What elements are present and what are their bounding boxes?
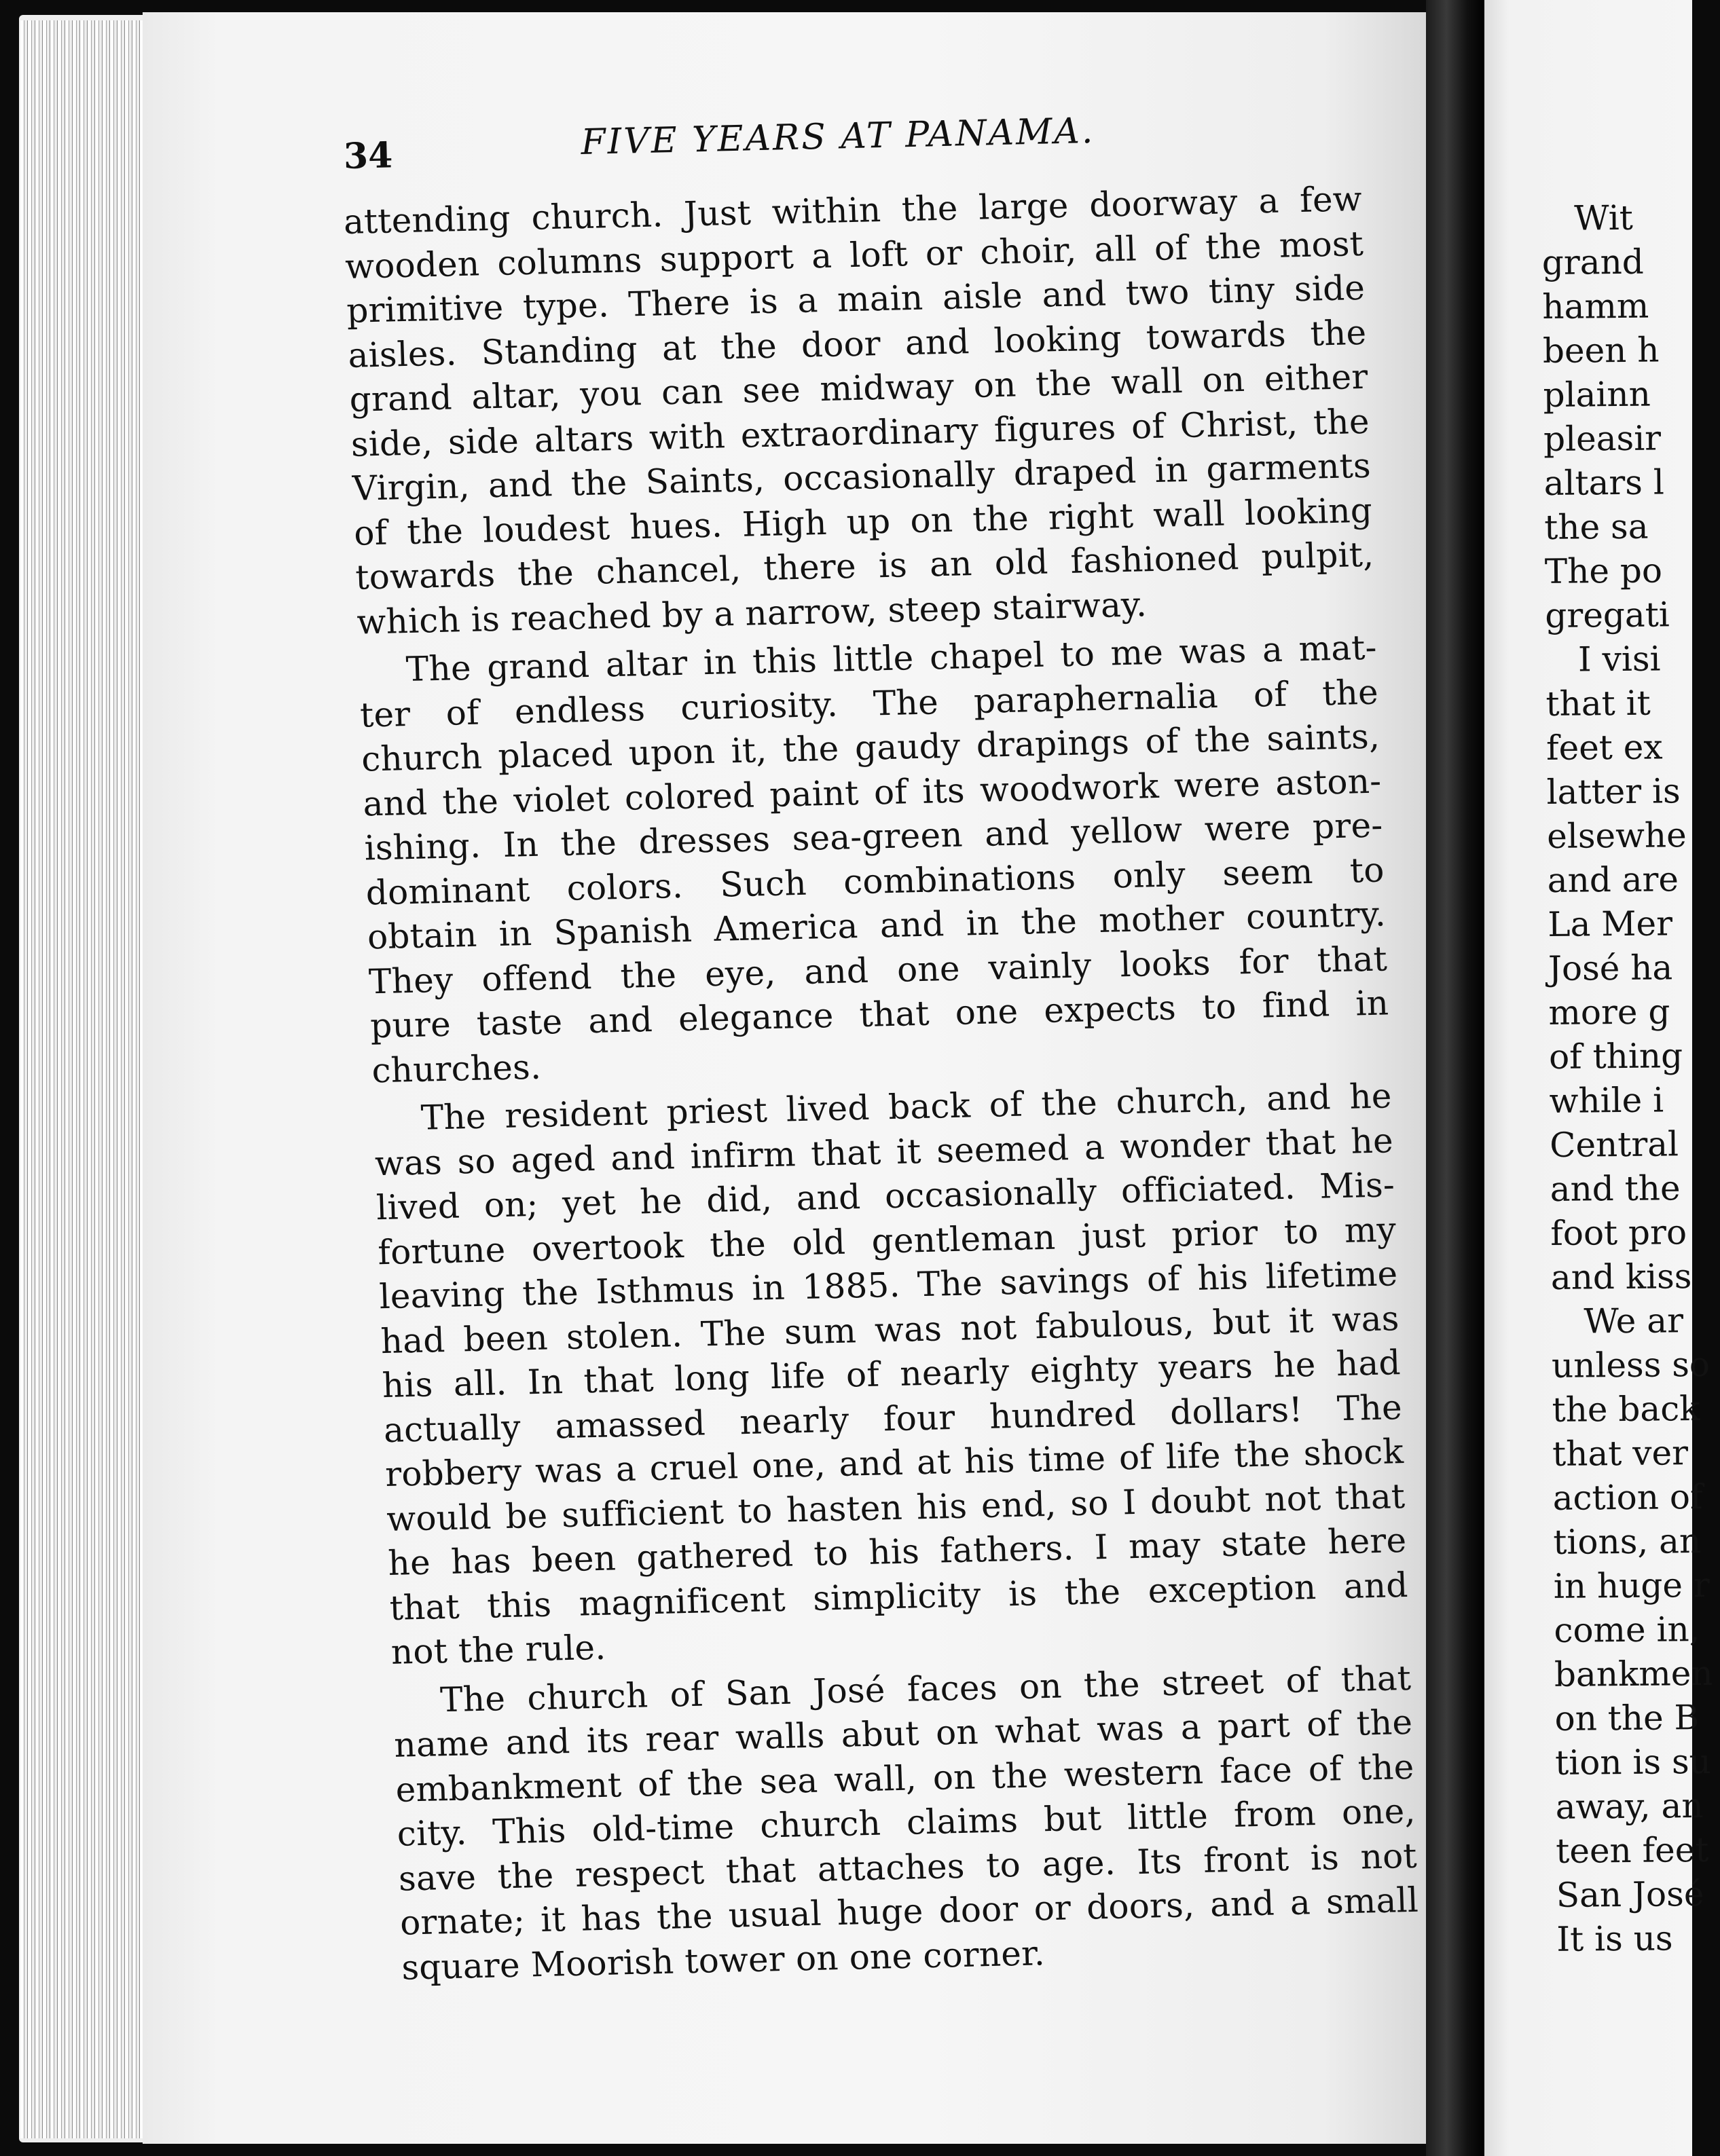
right-page-fragment: José ha <box>1548 948 1673 988</box>
text-line: aisles. Standing at the door and looking towards the <box>347 312 1368 375</box>
text-line: ornate; it has the usual huge door or doors, and a small <box>399 1880 1419 1943</box>
right-page-fragment: that ver <box>1552 1433 1689 1474</box>
right-page-fragment: latter is <box>1546 771 1681 812</box>
right-page-fragment: plainn <box>1543 374 1651 415</box>
right-page-fragment: while i <box>1549 1080 1664 1121</box>
text-line: save the respect that attaches to age. Its front is not <box>398 1836 1418 1899</box>
text-line: square Moorish tower on one corner. <box>401 1933 1046 1988</box>
right-page-fragment: of thing <box>1548 1036 1683 1077</box>
right-page-fragment: gregati <box>1545 595 1670 635</box>
text-line: which is reached by a narrow, steep stairway. <box>356 584 1148 642</box>
text-line: side, side altars with extraordinary figures of Christ, the <box>350 401 1370 464</box>
right-page-fragment: hamm <box>1542 286 1649 327</box>
paragraph <box>343 177 1376 645</box>
text-line: ter of endless curiosity. The paraphernalia of the <box>359 672 1379 735</box>
right-page-fragment: teen feet <box>1556 1829 1709 1871</box>
right-page-fragment: and are <box>1547 859 1679 900</box>
right-page-fragment: on the B <box>1554 1698 1700 1739</box>
text-line: The resident priest lived back of the church, and he <box>420 1076 1393 1138</box>
text-line: primitive type. There is a main aisle and two tiny side <box>346 267 1366 331</box>
right-page-fragment: bankmen <box>1554 1653 1713 1694</box>
text-line: and the violet colored paint of its woodwork were aston- <box>362 761 1383 824</box>
right-page-fragment: the back <box>1552 1389 1700 1430</box>
right-page-fragment: come in, <box>1554 1610 1700 1650</box>
text-line: was so aged and infirm that it seemed a wonder that he <box>374 1120 1394 1183</box>
text-line: fortune overtook the old gentleman just prior to my <box>377 1209 1397 1272</box>
right-page-fragment: We ar <box>1584 1301 1684 1341</box>
right-page-fragment: elsewhe <box>1546 815 1687 856</box>
text-line: They offend the eye, and one vainly looks for that <box>368 938 1388 1001</box>
book-gutter <box>1426 0 1484 2156</box>
right-page-fragment: It is us <box>1556 1918 1673 1959</box>
right-page-fragment: been h <box>1542 330 1660 371</box>
paragraph <box>358 626 1391 1094</box>
right-page-fragment: and kiss <box>1550 1257 1692 1297</box>
page-number: 34 <box>343 134 394 177</box>
right-page-fragment: tions, an <box>1553 1521 1702 1562</box>
right-page-fragment: grand <box>1541 242 1645 282</box>
right-page-fragment: away, an <box>1555 1786 1704 1827</box>
text-line: attending church. Just within the large doorway a few <box>343 179 1363 242</box>
right-page-fragment: feet ex <box>1545 727 1663 768</box>
text-line: pure taste and elegance that one expects to find in <box>369 983 1389 1046</box>
text-line: had been stolen. The sum was not fabulous, but it was <box>380 1298 1400 1361</box>
right-page-fragment: and the <box>1550 1168 1681 1209</box>
text-line: his all. In that long life of nearly eighty years he had <box>381 1343 1402 1406</box>
right-page-fragment: unless so <box>1551 1344 1710 1386</box>
paragraph <box>392 1656 1421 1990</box>
right-page-fragment: pleasir <box>1543 418 1662 459</box>
text-line: that this magnificent simplicity is the exception and <box>388 1565 1409 1628</box>
text-line: obtain in Spanish America and in the mother country. <box>367 894 1387 957</box>
running-title: FIVE YEARS AT PANAMA. <box>580 110 1095 164</box>
page-edges <box>20 20 149 2138</box>
text-line: ishing. In the dresses sea-green and yellow were pre- <box>363 805 1384 868</box>
text-line: robbery was a cruel one, and at his time of life the shock <box>384 1432 1404 1495</box>
text-line: The church of San José faces on the street of that <box>439 1658 1412 1720</box>
paragraph <box>373 1074 1410 1675</box>
right-page-fragment: tion is su <box>1554 1741 1712 1783</box>
right-page-fragment: action of <box>1552 1477 1703 1518</box>
right-page-fragment: La Mer <box>1548 904 1673 944</box>
text-line: embankment of the sea wall, on the western face of the <box>395 1747 1415 1810</box>
body-text <box>343 177 1421 1994</box>
text-line: of the loudest hues. High up on the right wall looking <box>353 490 1373 553</box>
right-page-fragment: foot pro <box>1550 1212 1687 1253</box>
text-line: church placed upon it, the gaudy drapings of the saints, <box>361 716 1380 779</box>
text-line: churches. <box>371 1047 542 1090</box>
text-line: grand altar, you can see midway on the wall on either <box>348 356 1369 420</box>
right-page-fragment: in huge r <box>1553 1565 1710 1606</box>
right-page-fragment: Wit <box>1574 198 1634 238</box>
text-line: would be sufficient to hasten his end, so I doubt not that <box>386 1476 1406 1539</box>
text-line: city. This old-time church claims but little from one, <box>396 1791 1416 1854</box>
right-page-fragment: San José <box>1556 1874 1704 1915</box>
right-page-fragment: Central <box>1549 1124 1679 1165</box>
right-page-fragment: I visi <box>1577 639 1661 680</box>
text-line: name and its rear walls abut on what was a part of the <box>393 1702 1414 1765</box>
right-page-fragment: The po <box>1544 551 1663 591</box>
right-page-text-fragments <box>1541 196 1720 1962</box>
text-line: lived on; yet he did, and occasionally officiated. Mis- <box>376 1165 1395 1228</box>
text-line: leaving the Isthmus in 1885. The savings of his lifetime <box>378 1254 1399 1317</box>
text-line: Virgin, and the Saints, occasionally draped in garments <box>352 445 1372 508</box>
text-line: dominant colors. Such combinations only seem to <box>365 849 1385 912</box>
right-page-fragment: the sa <box>1543 506 1649 547</box>
text-line: The grand altar in this little chapel to me was a mat- <box>405 627 1378 690</box>
right-page-fragment: altars l <box>1543 462 1665 503</box>
text-line: actually amassed nearly four hundred dollars! The <box>383 1387 1403 1450</box>
text-line: towards the chancel, there is an old fashioned pulpit, <box>354 534 1375 597</box>
right-page-fragment: more g <box>1548 992 1670 1033</box>
text-line: wooden columns support a loft or choir, all of the most <box>344 223 1364 286</box>
text-line: not the rule. <box>390 1627 607 1672</box>
text-line: he has been gathered to his fathers. I may state here <box>387 1520 1408 1583</box>
right-page-fragment: that it <box>1545 683 1651 724</box>
